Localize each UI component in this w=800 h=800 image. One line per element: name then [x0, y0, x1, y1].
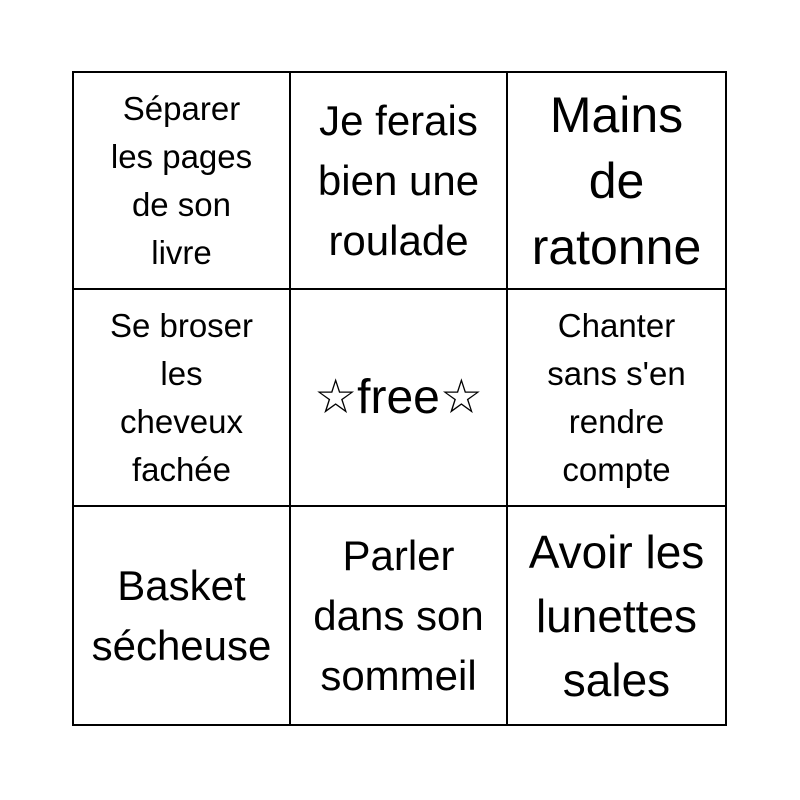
free-space[interactable] — [291, 290, 508, 507]
bingo-cell-text: Se broser les cheveux fachée — [109, 306, 254, 488]
free-space-label: ☆free☆ — [314, 370, 483, 424]
bingo-board — [72, 71, 727, 726]
bingo-cell-text: Chanter sans s'en rendre compte — [547, 306, 686, 488]
bingo-cell-r3c1[interactable] — [74, 507, 291, 724]
bingo-cell-text: Avoir les lunettes sales — [528, 525, 705, 706]
bingo-cell-text: Je ferais bien une roulade — [317, 96, 480, 264]
bingo-cell-text: Basket sécheuse — [91, 561, 272, 669]
bingo-cell-text: Parler dans son sommeil — [313, 531, 484, 699]
bingo-cell-r1c3[interactable] — [508, 73, 725, 290]
bingo-cell-r1c2[interactable] — [291, 73, 508, 290]
bingo-cell-r2c3[interactable] — [508, 290, 725, 507]
bingo-cell-text: Séparer les pages de son livre — [110, 89, 253, 271]
bingo-cell-r3c3[interactable] — [508, 507, 725, 724]
bingo-cell-text: Mains de ratonne — [531, 86, 702, 275]
bingo-cell-r3c2[interactable] — [291, 507, 508, 724]
bingo-cell-r2c1[interactable] — [74, 290, 291, 507]
bingo-cell-r1c1[interactable] — [74, 73, 291, 290]
